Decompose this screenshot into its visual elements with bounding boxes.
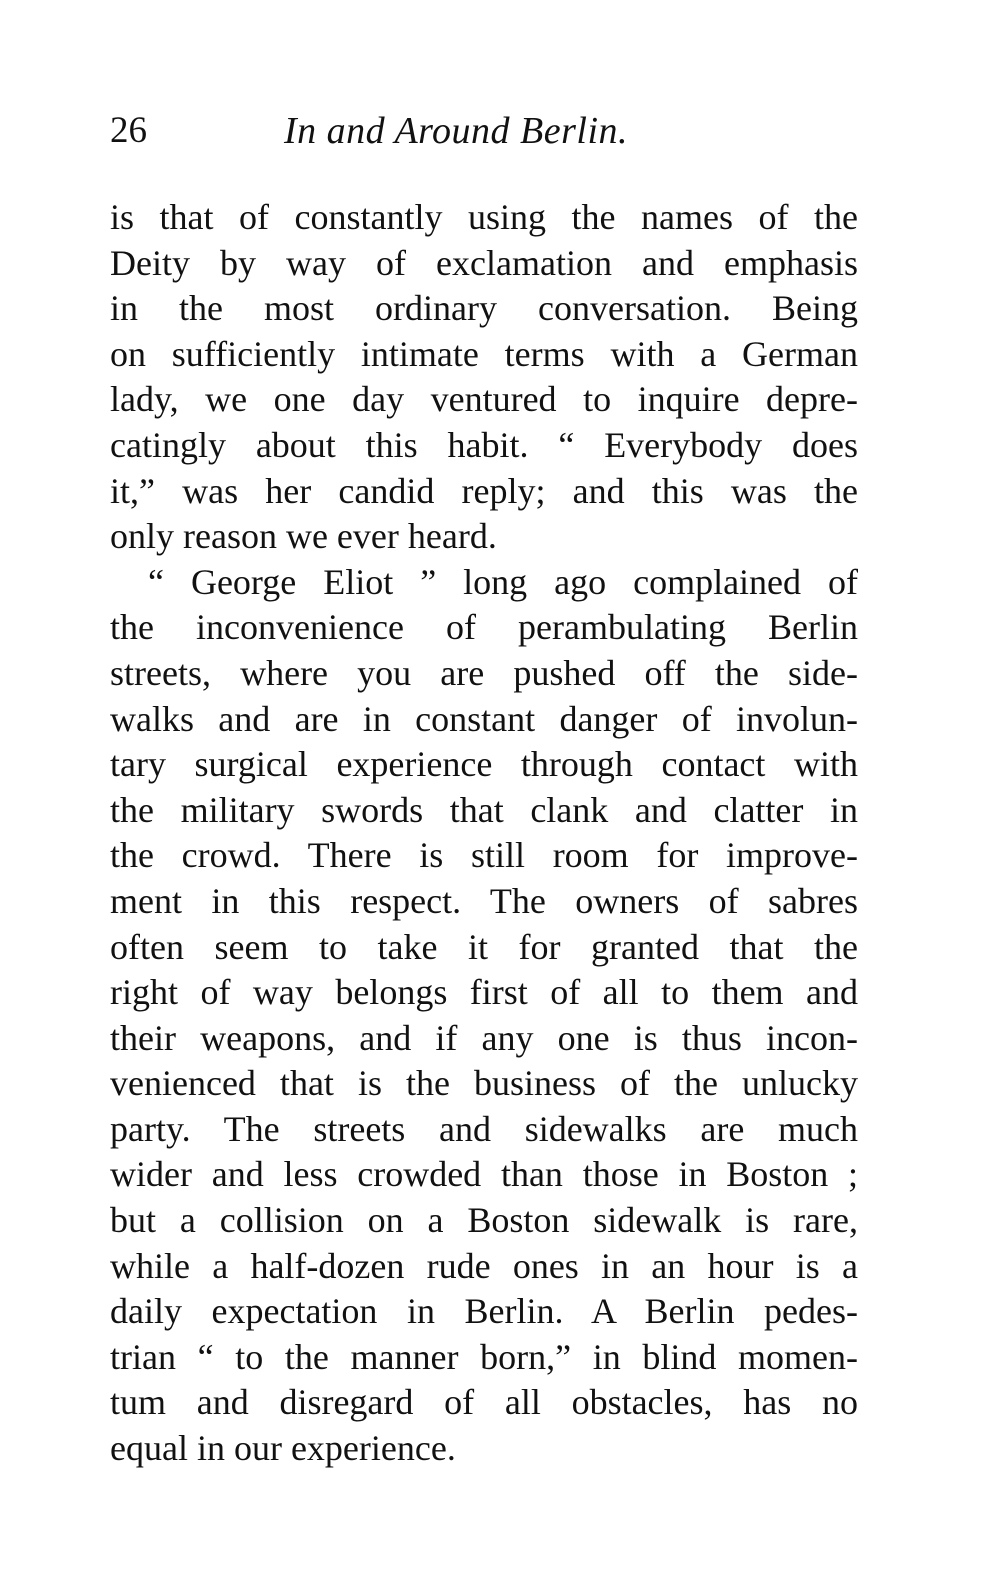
- text-line: often seem to take it for granted that the: [110, 926, 858, 967]
- body-text: [110, 195, 858, 1472]
- text-line: the inconvenience of perambulating Berlin: [110, 607, 858, 648]
- text-line: party. The streets and sidewalks are much: [110, 1108, 858, 1149]
- text-line: the crowd. There is still room for improve-: [110, 835, 858, 876]
- text-line: catingly about this habit. “ Everybody does: [110, 424, 858, 465]
- text-line: their weapons, and if any one is thus incon-: [110, 1017, 858, 1058]
- text-line: daily expectation in Berlin. A Berlin pedes-: [110, 1291, 858, 1332]
- text-line: the military swords that clank and clatter in: [110, 789, 858, 830]
- text-line: streets, where you are pushed off the side-: [110, 652, 858, 693]
- text-line: right of way belongs first of all to them and: [110, 972, 858, 1013]
- text-line: on sufficiently intimate terms with a German: [110, 333, 858, 374]
- text-line: in the most ordinary conversation. Being: [110, 288, 858, 329]
- text-line: tary surgical experience through contact with: [110, 744, 858, 785]
- text-line: while a half-dozen rude ones in an hour is a: [110, 1245, 858, 1286]
- text-line: Deity by way of exclamation and emphasis: [110, 242, 858, 283]
- page-number: 26: [110, 110, 147, 151]
- text-line: wider and less crowded than those in Boston ;: [110, 1154, 858, 1195]
- text-line: but a collision on a Boston sidewalk is rare,: [110, 1200, 858, 1241]
- paragraph-start-line: “ George Eliot ” long ago complained of: [148, 561, 858, 602]
- running-title: In and Around Berlin.: [284, 110, 629, 152]
- text-line: is that of constantly using the names of the: [110, 197, 858, 237]
- text-line: venienced that is the business of the unlucky: [110, 1063, 858, 1104]
- text-line: it,” was her candid reply; and this was the: [110, 470, 858, 511]
- paragraph-end-line: only reason we ever heard.: [110, 516, 497, 557]
- paragraph-end-line: equal in our experience.: [110, 1428, 456, 1469]
- text-line: tum and disregard of all obstacles, has no: [110, 1382, 858, 1423]
- text-line: walks and are in constant danger of involun-: [110, 698, 858, 739]
- running-head: [110, 106, 860, 156]
- text-line: ment in this respect. The owners of sabres: [110, 880, 858, 921]
- text-line: trian “ to the manner born,” in blind momen-: [110, 1336, 858, 1377]
- text-line: lady, we one day ventured to inquire depre-: [110, 379, 858, 420]
